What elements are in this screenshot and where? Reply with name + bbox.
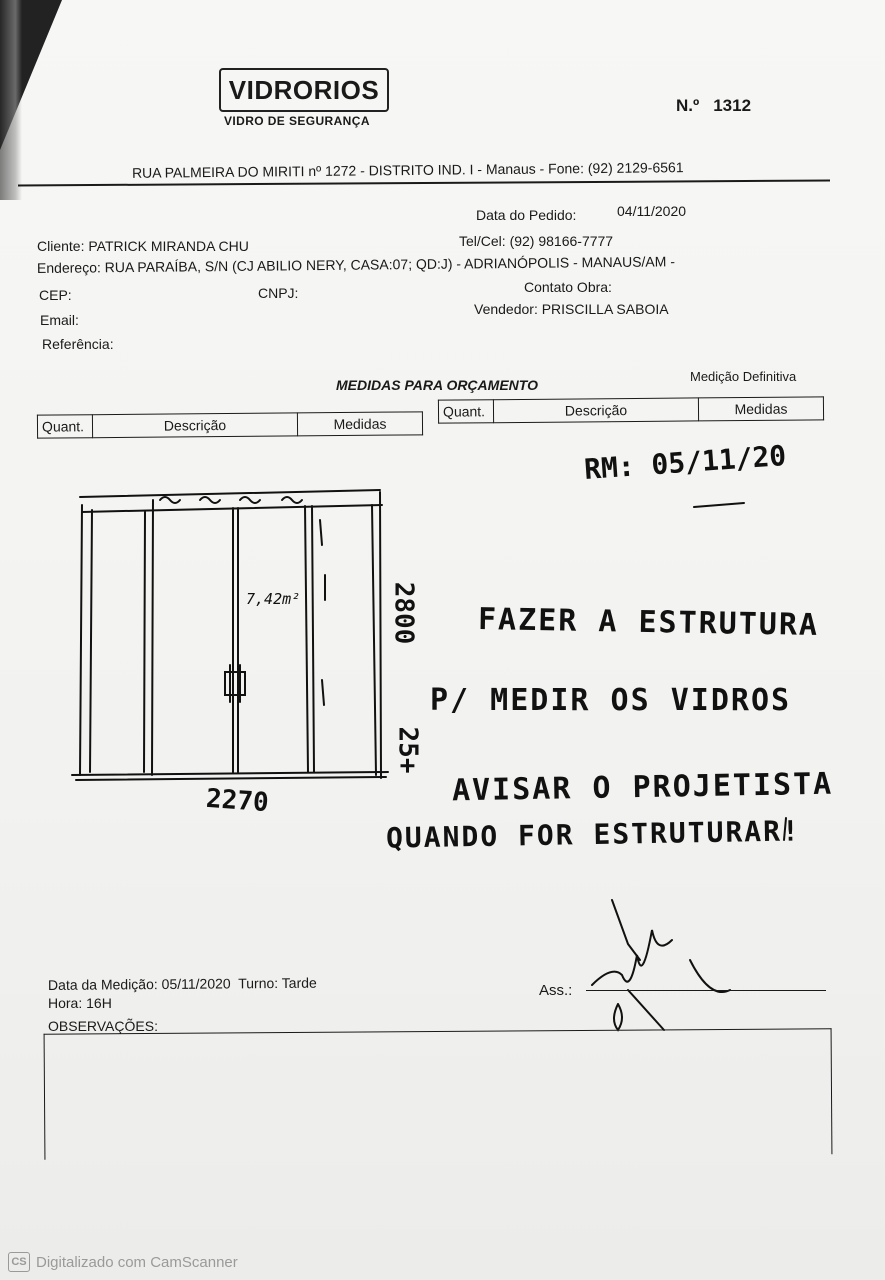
handwritten-note-line1: FAZER A ESTRUTURA: [477, 602, 820, 643]
referencia-field: Referência:: [42, 336, 114, 352]
watermark-text: Digitalizado com CamScanner: [36, 1253, 238, 1271]
vendedor-field: Vendedor: PRISCILLA SABOIA: [474, 301, 669, 317]
col-medidas: Medidas: [698, 397, 823, 421]
col-descricao: Descrição: [493, 398, 698, 423]
sketch-top-rail: [80, 490, 380, 497]
data-medicao-field: [48, 975, 317, 993]
observacoes-box: [44, 1028, 833, 1159]
turno: Turno: Tarde: [238, 974, 317, 992]
number-value: 1312: [713, 96, 752, 115]
signature-line: [586, 990, 826, 991]
col-medidas: Medidas: [297, 412, 422, 436]
observacoes-label: OBSERVAÇÕES:: [48, 1018, 158, 1034]
handwritten-note-line3: AVISAR O PROJETISTA: [451, 766, 834, 809]
data-pedido-label: Data do Pedido:: [476, 207, 577, 223]
handwritten-height: 2800: [388, 581, 419, 645]
col-quant: Quant.: [37, 415, 92, 438]
signature-stroke: [612, 900, 640, 960]
camscanner-watermark: [8, 1252, 238, 1272]
cnpj-field: CNPJ:: [258, 285, 299, 301]
ass-label: Ass.:: [539, 982, 573, 999]
handwritten-note-line4: QUANDO FOR ESTRUTURAR!: [385, 814, 802, 855]
col-descricao: Descrição: [92, 413, 297, 438]
cliente-field: Cliente: PATRICK MIRANDA CHU: [37, 238, 249, 254]
logo-subtitle: VIDRO DE SEGURANÇA: [224, 114, 370, 128]
telcel-field: Tel/Cel: (92) 98166-7777: [459, 233, 614, 249]
company-address: RUA PALMEIRA DO MIRITI nº 1272 - DISTRITO IND. I - Manaus - Fone: (92) 2129-6561: [131, 159, 684, 181]
handwritten-width: 2270: [205, 783, 270, 819]
company-logo: VIDRORIOS: [219, 68, 389, 112]
col-quant: Quant.: [438, 400, 493, 423]
measures-title: MEDIDAS PARA ORÇAMENTO: [336, 377, 538, 393]
number-label: N.º: [676, 96, 700, 115]
handwritten-note-line2: P/ MEDIR OS VIDROS: [430, 683, 792, 718]
handwritten-extra: 25+: [392, 726, 423, 774]
sketch-handle: [225, 672, 245, 695]
contato-obra-field: Contato Obra:: [524, 279, 612, 295]
medicao-definitiva: Medição Definitiva: [690, 369, 797, 384]
endereco-field: Endereço: RUA PARAÍBA, S/N (CJ ABILIO NERY, CASA:07; QD:J) - ADRIANÓPOLIS - MANAUS/AM -: [36, 253, 676, 276]
handwritten-date-note: RM: 05/11/20: [583, 438, 788, 487]
hora-field: Hora: 16H: [48, 995, 112, 1011]
data-pedido-value: 04/11/2020: [617, 203, 687, 219]
sketch-bottom-rail: [72, 772, 388, 775]
camscanner-icon: CS: [8, 1252, 30, 1272]
handwritten-area: 7,42m²: [246, 590, 301, 608]
cep-field: CEP:: [39, 287, 72, 303]
data-medicao: Data da Medição: 05/11/2020: [47, 975, 231, 993]
email-field: Email:: [40, 312, 79, 328]
